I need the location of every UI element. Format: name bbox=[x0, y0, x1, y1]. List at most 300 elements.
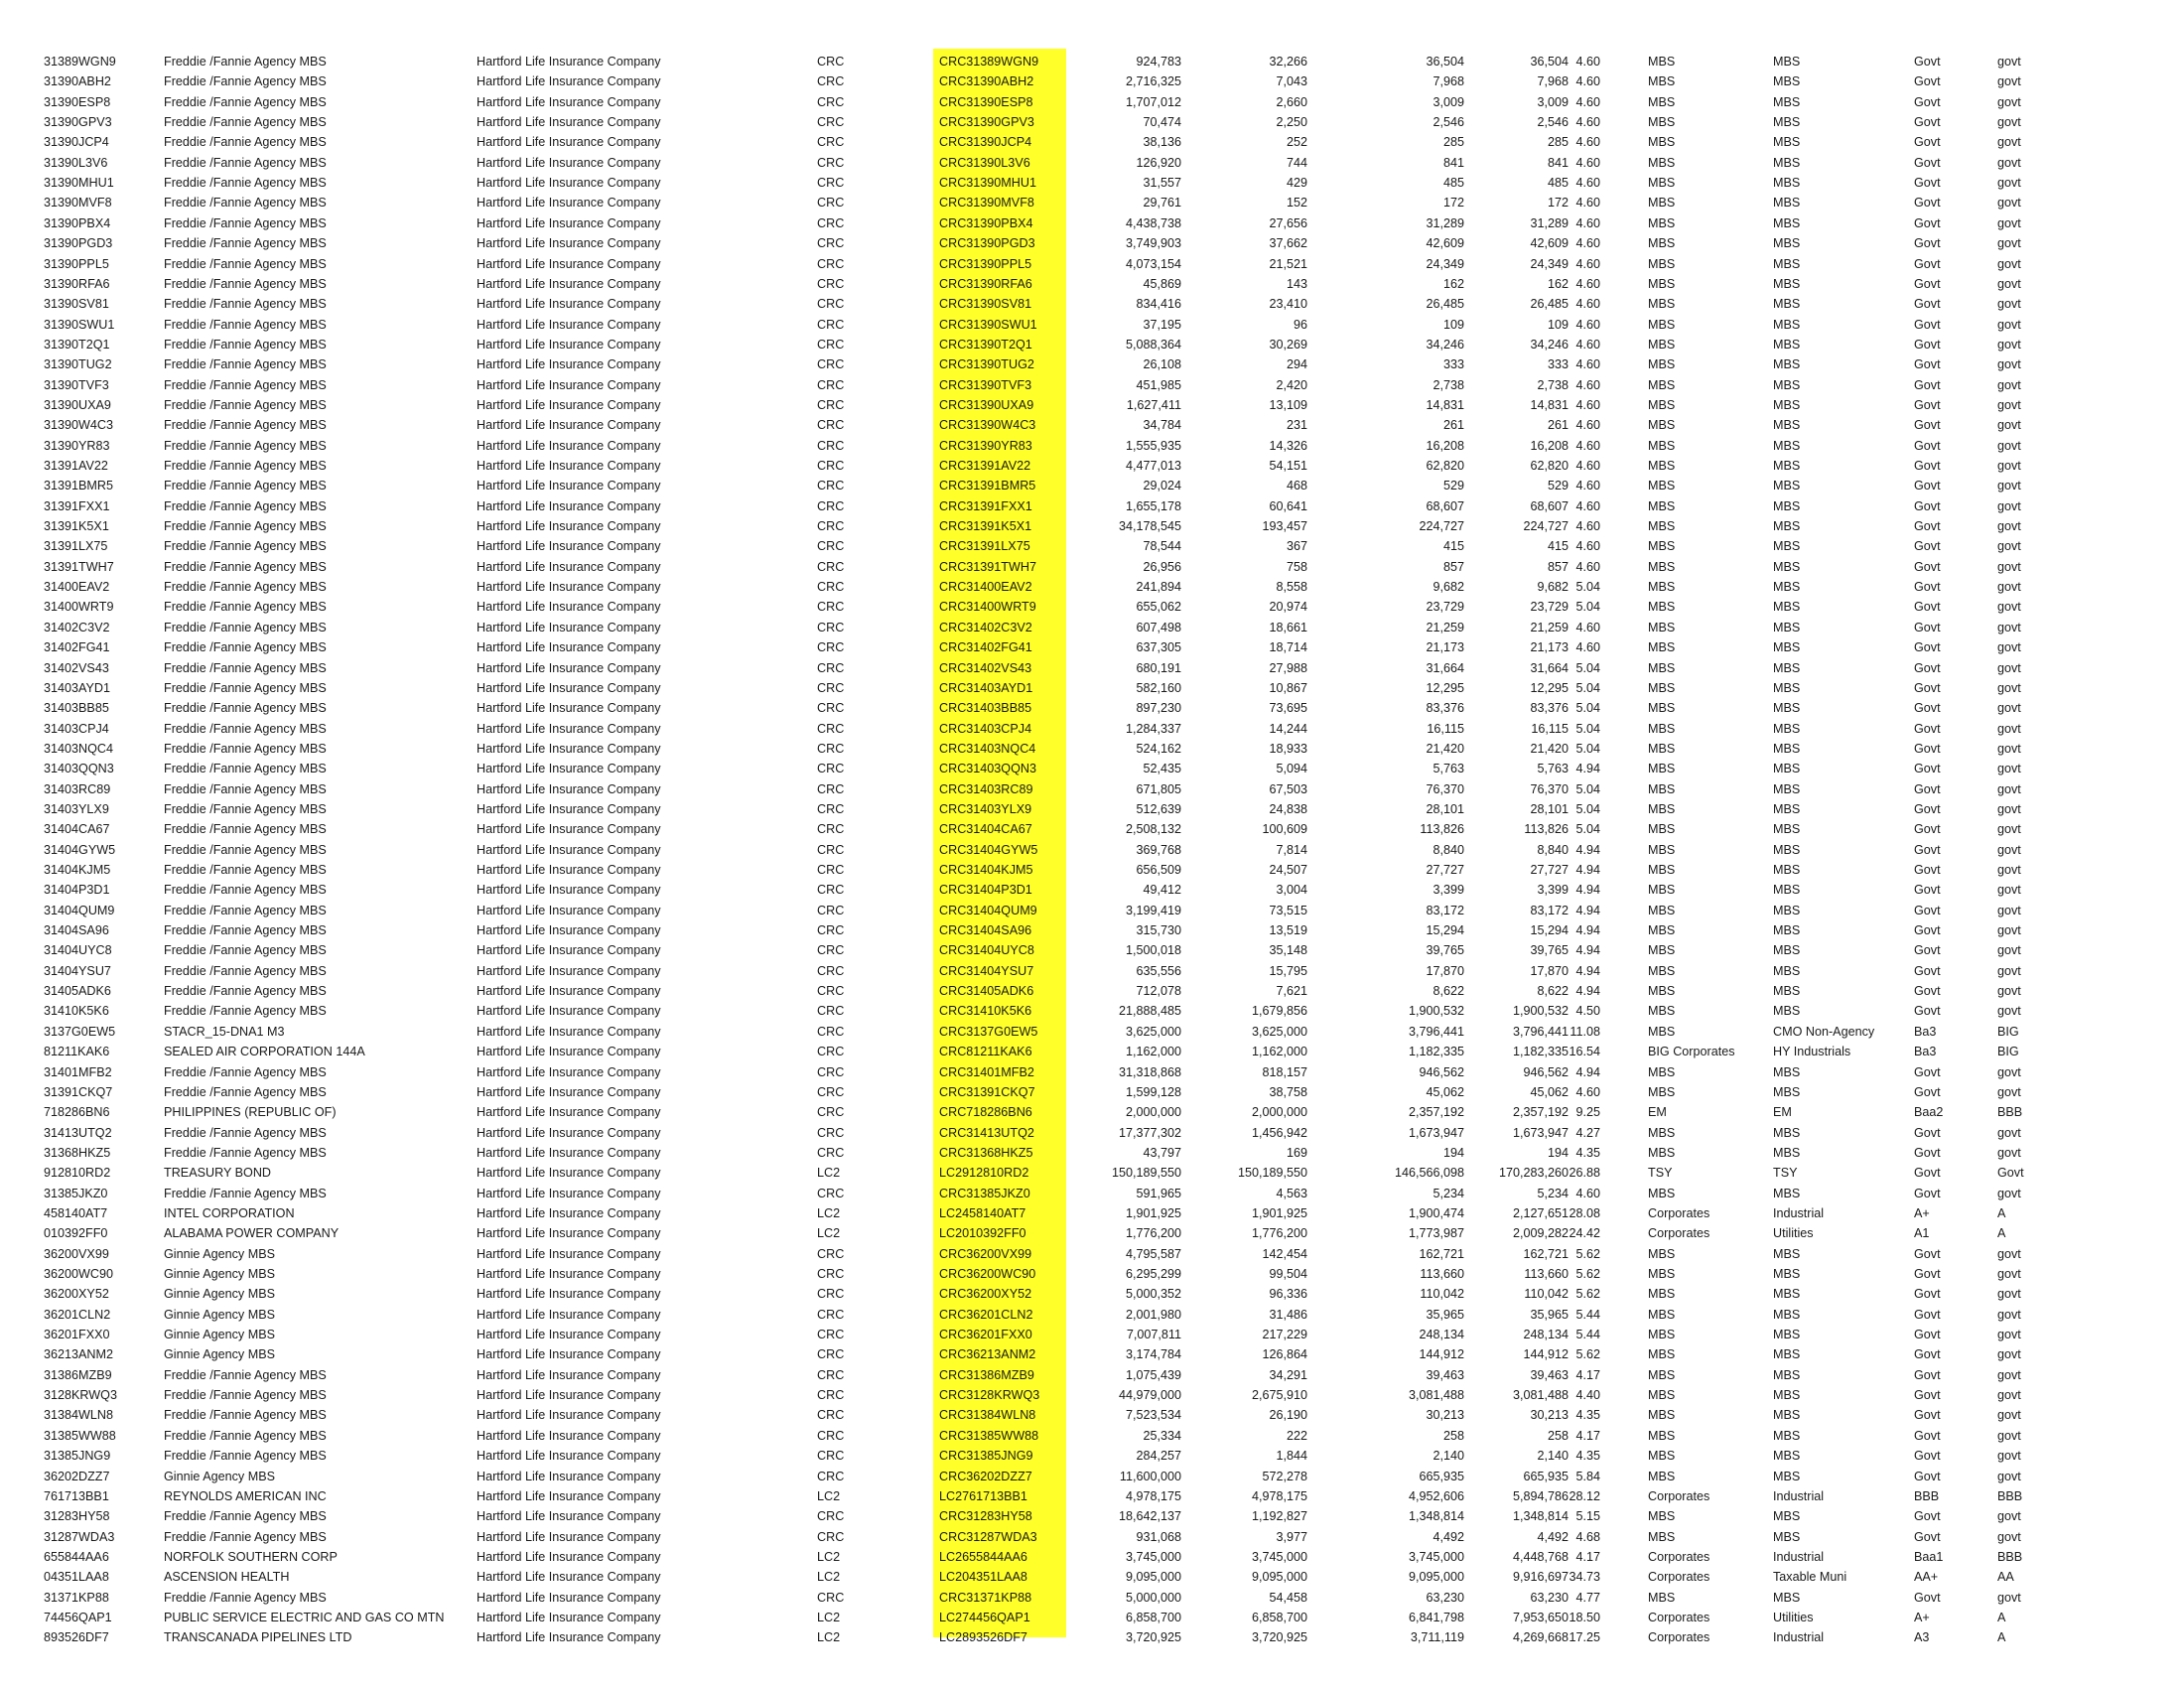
subsector-cell: MBS bbox=[1773, 701, 1801, 716]
subsector-cell: MBS bbox=[1773, 1347, 1801, 1362]
rating-cell: Govt bbox=[1914, 1145, 1941, 1160]
description-cell: Freddie /Fannie Agency MBS bbox=[164, 580, 327, 595]
table-row bbox=[0, 819, 2184, 839]
cusip-cell: 31391LX75 bbox=[44, 539, 108, 554]
table-row bbox=[0, 213, 2184, 233]
table-row bbox=[0, 739, 2184, 759]
key-cell: CRC31390GPV3 bbox=[939, 115, 1034, 130]
portfolio-cell: CRC bbox=[817, 498, 845, 513]
rating-cell: Govt bbox=[1914, 1004, 1941, 1019]
rating-class-cell: AA bbox=[1997, 1570, 2014, 1585]
cusip-cell: 31402FG41 bbox=[44, 640, 110, 655]
company-cell: Hartford Life Insurance Company bbox=[477, 883, 661, 898]
description-cell: Freddie /Fannie Agency MBS bbox=[164, 377, 327, 392]
market-value-cell: 110,042 bbox=[1524, 1287, 1569, 1302]
sector-cell: MBS bbox=[1648, 276, 1676, 291]
key-cell: CRC36200VX99 bbox=[939, 1246, 1032, 1261]
rating-class-cell: govt bbox=[1997, 842, 2021, 857]
market-value-cell: 3,796,441 bbox=[1512, 1024, 1569, 1039]
cusip-cell: 31386MZB9 bbox=[44, 1367, 112, 1382]
subsector-cell: MBS bbox=[1773, 822, 1801, 837]
company-cell: Hartford Life Insurance Company bbox=[477, 55, 661, 69]
subsector-cell: MBS bbox=[1773, 600, 1801, 615]
company-cell: Hartford Life Insurance Company bbox=[477, 74, 661, 89]
portfolio-cell: CRC bbox=[817, 1328, 845, 1342]
company-cell: Hartford Life Insurance Company bbox=[477, 1084, 661, 1099]
company-cell: Hartford Life Insurance Company bbox=[477, 1367, 661, 1382]
book-value-cell: 1,182,335 bbox=[1408, 1045, 1464, 1059]
subsector-cell: MBS bbox=[1773, 176, 1801, 191]
rating-cell: Govt bbox=[1914, 297, 1941, 312]
portfolio-cell: CRC bbox=[817, 1347, 845, 1362]
amount-cell: 1,901,925 bbox=[1251, 1205, 1307, 1220]
book-value-cell: 17,870 bbox=[1426, 963, 1464, 978]
cusip-cell: 31390T2Q1 bbox=[44, 337, 110, 352]
key-cell: CRC31386MZB9 bbox=[939, 1367, 1034, 1382]
rating-class-cell: govt bbox=[1997, 680, 2021, 695]
subsector-cell: MBS bbox=[1773, 863, 1801, 877]
duration-cell: 28.12 bbox=[1569, 1488, 1600, 1503]
rating-class-cell: govt bbox=[1997, 660, 2021, 675]
table-row bbox=[0, 1506, 2184, 1526]
book-value-cell: 2,546 bbox=[1433, 115, 1464, 130]
market-value-cell: 34,246 bbox=[1530, 337, 1569, 352]
duration-cell: 5.04 bbox=[1575, 741, 1600, 756]
description-cell: Freddie /Fannie Agency MBS bbox=[164, 297, 327, 312]
description-cell: Ginnie Agency MBS bbox=[164, 1469, 276, 1483]
par-value-cell: 5,000,000 bbox=[1125, 1590, 1181, 1605]
market-value-cell: 21,259 bbox=[1530, 620, 1569, 634]
market-value-cell: 1,900,532 bbox=[1512, 1004, 1569, 1019]
description-cell: Freddie /Fannie Agency MBS bbox=[164, 883, 327, 898]
cusip-cell: 31390PPL5 bbox=[44, 256, 109, 271]
sector-cell: MBS bbox=[1648, 559, 1676, 574]
key-cell: CRC31405ADK6 bbox=[939, 984, 1034, 999]
key-cell: CRC31404CA67 bbox=[939, 822, 1032, 837]
rating-cell: Govt bbox=[1914, 337, 1941, 352]
rating-class-cell: govt bbox=[1997, 276, 2021, 291]
key-cell: CRC31391K5X1 bbox=[939, 519, 1032, 534]
sector-cell: MBS bbox=[1648, 519, 1676, 534]
rating-cell: Govt bbox=[1914, 1367, 1941, 1382]
par-value-cell: 3,174,784 bbox=[1125, 1347, 1181, 1362]
rating-class-cell: govt bbox=[1997, 1347, 2021, 1362]
key-cell: CRC31391LX75 bbox=[939, 539, 1030, 554]
book-value-cell: 1,900,474 bbox=[1408, 1205, 1464, 1220]
portfolio-cell: CRC bbox=[817, 1367, 845, 1382]
rating-cell: Govt bbox=[1914, 1529, 1941, 1544]
portfolio-cell: CRC bbox=[817, 397, 845, 412]
cusip-cell: 31402C3V2 bbox=[44, 620, 110, 634]
duration-cell: 34.73 bbox=[1569, 1570, 1600, 1585]
rating-cell: Govt bbox=[1914, 1084, 1941, 1099]
rating-class-cell: BIG bbox=[1997, 1024, 2019, 1039]
cusip-cell: 31391CKQ7 bbox=[44, 1084, 113, 1099]
company-cell: Hartford Life Insurance Company bbox=[477, 1307, 661, 1322]
rating-cell: AA+ bbox=[1914, 1570, 1939, 1585]
key-cell: CRC31404P3D1 bbox=[939, 883, 1032, 898]
subsector-cell: MBS bbox=[1773, 155, 1801, 170]
portfolio-cell: CRC bbox=[817, 781, 845, 796]
subsector-cell: Industrial bbox=[1773, 1488, 1825, 1503]
key-cell: CRC31404YSU7 bbox=[939, 963, 1034, 978]
rating-cell: Govt bbox=[1914, 236, 1941, 251]
cusip-cell: 31403AYD1 bbox=[44, 680, 110, 695]
subsector-cell: MBS bbox=[1773, 984, 1801, 999]
company-cell: Hartford Life Insurance Company bbox=[477, 1388, 661, 1403]
sector-cell: MBS bbox=[1648, 741, 1676, 756]
portfolio-cell: CRC bbox=[817, 741, 845, 756]
book-value-cell: 415 bbox=[1442, 539, 1464, 554]
rating-class-cell: govt bbox=[1997, 418, 2021, 433]
amount-cell: 100,609 bbox=[1262, 822, 1307, 837]
portfolio-cell: CRC bbox=[817, 276, 845, 291]
duration-cell: 28.08 bbox=[1569, 1205, 1600, 1220]
table-row bbox=[0, 1405, 2184, 1425]
duration-cell: 4.94 bbox=[1575, 762, 1600, 776]
cusip-cell: 31390ESP8 bbox=[44, 94, 111, 109]
market-value-cell: 26,485 bbox=[1530, 297, 1569, 312]
description-cell: Freddie /Fannie Agency MBS bbox=[164, 923, 327, 938]
duration-cell: 4.60 bbox=[1575, 256, 1600, 271]
market-value-cell: 62,820 bbox=[1530, 459, 1569, 473]
company-cell: Hartford Life Insurance Company bbox=[477, 863, 661, 877]
rating-cell: Govt bbox=[1914, 640, 1941, 655]
description-cell: Freddie /Fannie Agency MBS bbox=[164, 1367, 327, 1382]
rating-cell: Govt bbox=[1914, 1469, 1941, 1483]
rating-cell: Govt bbox=[1914, 883, 1941, 898]
key-cell: CRC31403AYD1 bbox=[939, 680, 1033, 695]
subsector-cell: MBS bbox=[1773, 883, 1801, 898]
amount-cell: 20,974 bbox=[1269, 600, 1307, 615]
amount-cell: 96,336 bbox=[1269, 1287, 1307, 1302]
rating-class-cell: govt bbox=[1997, 155, 2021, 170]
par-value-cell: 924,783 bbox=[1136, 55, 1181, 69]
book-value-cell: 113,660 bbox=[1420, 1267, 1464, 1281]
table-row bbox=[0, 1608, 2184, 1627]
portfolio-cell: LC2 bbox=[817, 1226, 841, 1241]
key-cell: CRC31391CKQ7 bbox=[939, 1084, 1035, 1099]
table-row bbox=[0, 1022, 2184, 1042]
rating-cell: Baa2 bbox=[1914, 1105, 1944, 1120]
amount-cell: 3,720,925 bbox=[1251, 1630, 1307, 1645]
table-row bbox=[0, 112, 2184, 132]
description-cell: Freddie /Fannie Agency MBS bbox=[164, 357, 327, 372]
subsector-cell: MBS bbox=[1773, 276, 1801, 291]
rating-class-cell: govt bbox=[1997, 1328, 2021, 1342]
portfolio-cell: CRC bbox=[817, 357, 845, 372]
market-value-cell: 2,357,192 bbox=[1512, 1105, 1569, 1120]
market-value-cell: 109 bbox=[1547, 317, 1569, 332]
market-value-cell: 21,173 bbox=[1530, 640, 1569, 655]
table-row bbox=[0, 1486, 2184, 1506]
book-value-cell: 7,968 bbox=[1433, 74, 1464, 89]
sector-cell: MBS bbox=[1648, 297, 1676, 312]
duration-cell: 4.60 bbox=[1575, 155, 1600, 170]
amount-cell: 169 bbox=[1286, 1145, 1307, 1160]
table-row bbox=[0, 1588, 2184, 1608]
amount-cell: 217,229 bbox=[1262, 1328, 1307, 1342]
description-cell: STACR_15-DNA1 M3 bbox=[164, 1024, 285, 1039]
subsector-cell: MBS bbox=[1773, 620, 1801, 634]
market-value-cell: 170,283,260 bbox=[1498, 1166, 1569, 1181]
amount-cell: 13,109 bbox=[1269, 397, 1307, 412]
sector-cell: MBS bbox=[1648, 680, 1676, 695]
amount-cell: 7,621 bbox=[1276, 984, 1307, 999]
book-value-cell: 194 bbox=[1442, 1145, 1464, 1160]
sector-cell: MBS bbox=[1648, 135, 1676, 150]
amount-cell: 1,192,827 bbox=[1251, 1509, 1307, 1524]
cusip-cell: 31287WDA3 bbox=[44, 1529, 115, 1544]
rating-cell: Govt bbox=[1914, 74, 1941, 89]
par-value-cell: 1,707,012 bbox=[1125, 94, 1181, 109]
table-row bbox=[0, 1143, 2184, 1163]
subsector-cell: MBS bbox=[1773, 539, 1801, 554]
description-cell: Freddie /Fannie Agency MBS bbox=[164, 539, 327, 554]
rating-cell: Govt bbox=[1914, 600, 1941, 615]
amount-cell: 252 bbox=[1286, 135, 1307, 150]
par-value-cell: 18,642,137 bbox=[1118, 1509, 1181, 1524]
book-value-cell: 248,134 bbox=[1419, 1328, 1464, 1342]
cusip-cell: 36201FXX0 bbox=[44, 1328, 110, 1342]
sector-cell: MBS bbox=[1648, 781, 1676, 796]
table-row bbox=[0, 920, 2184, 940]
amount-cell: 1,776,200 bbox=[1251, 1226, 1307, 1241]
duration-cell: 11.08 bbox=[1570, 1024, 1600, 1039]
book-value-cell: 34,246 bbox=[1426, 337, 1464, 352]
market-value-cell: 333 bbox=[1547, 357, 1569, 372]
par-value-cell: 31,557 bbox=[1143, 176, 1181, 191]
sector-cell: MBS bbox=[1648, 1267, 1676, 1281]
company-cell: Hartford Life Insurance Company bbox=[477, 984, 661, 999]
subsector-cell: MBS bbox=[1773, 1367, 1801, 1382]
company-cell: Hartford Life Insurance Company bbox=[477, 459, 661, 473]
market-value-cell: 9,682 bbox=[1537, 580, 1569, 595]
table-row bbox=[0, 1426, 2184, 1446]
sector-cell: Corporates bbox=[1648, 1226, 1710, 1241]
par-value-cell: 2,000,000 bbox=[1125, 1105, 1181, 1120]
rating-cell: Govt bbox=[1914, 1186, 1941, 1200]
par-value-cell: 1,500,018 bbox=[1125, 943, 1181, 958]
company-cell: Hartford Life Insurance Company bbox=[477, 276, 661, 291]
rating-class-cell: govt bbox=[1997, 55, 2021, 69]
par-value-cell: 5,000,352 bbox=[1125, 1287, 1181, 1302]
rating-class-cell: govt bbox=[1997, 903, 2021, 917]
book-value-cell: 4,492 bbox=[1433, 1529, 1464, 1544]
description-cell: TREASURY BOND bbox=[164, 1166, 272, 1181]
rating-class-cell: govt bbox=[1997, 519, 2021, 534]
table-row bbox=[0, 456, 2184, 476]
key-cell: CRC36200XY52 bbox=[939, 1287, 1032, 1302]
table-row bbox=[0, 759, 2184, 778]
subsector-cell: MBS bbox=[1773, 357, 1801, 372]
amount-cell: 758 bbox=[1286, 559, 1307, 574]
amount-cell: 3,004 bbox=[1276, 883, 1307, 898]
company-cell: Hartford Life Insurance Company bbox=[477, 1205, 661, 1220]
subsector-cell: MBS bbox=[1773, 418, 1801, 433]
cusip-cell: 31390L3V6 bbox=[44, 155, 108, 170]
rating-class-cell: govt bbox=[1997, 1509, 2021, 1524]
key-cell: CRC31384WLN8 bbox=[939, 1408, 1036, 1423]
book-value-cell: 62,820 bbox=[1426, 459, 1464, 473]
book-value-cell: 26,485 bbox=[1426, 297, 1464, 312]
amount-cell: 14,244 bbox=[1269, 721, 1307, 736]
description-cell: Freddie /Fannie Agency MBS bbox=[164, 1145, 327, 1160]
company-cell: Hartford Life Insurance Company bbox=[477, 620, 661, 634]
par-value-cell: 315,730 bbox=[1136, 923, 1181, 938]
company-cell: Hartford Life Insurance Company bbox=[477, 842, 661, 857]
book-value-cell: 3,745,000 bbox=[1408, 1549, 1464, 1564]
sector-cell: MBS bbox=[1648, 357, 1676, 372]
subsector-cell: MBS bbox=[1773, 1408, 1801, 1423]
portfolio-cell: CRC bbox=[817, 1388, 845, 1403]
par-value-cell: 1,599,128 bbox=[1125, 1084, 1181, 1099]
par-value-cell: 451,985 bbox=[1136, 377, 1181, 392]
rating-cell: Govt bbox=[1914, 276, 1941, 291]
cusip-cell: 31385WW88 bbox=[44, 1428, 116, 1443]
description-cell: Freddie /Fannie Agency MBS bbox=[164, 276, 327, 291]
market-value-cell: 113,660 bbox=[1524, 1267, 1569, 1281]
description-cell: Ginnie Agency MBS bbox=[164, 1347, 276, 1362]
cusip-cell: 31391FXX1 bbox=[44, 498, 110, 513]
market-value-cell: 485 bbox=[1547, 176, 1569, 191]
cusip-cell: 31404GYW5 bbox=[44, 842, 116, 857]
rating-class-cell: govt bbox=[1997, 1590, 2021, 1605]
subsector-cell: MBS bbox=[1773, 1328, 1801, 1342]
table-row bbox=[0, 476, 2184, 495]
market-value-cell: 12,295 bbox=[1530, 680, 1569, 695]
company-cell: Hartford Life Insurance Company bbox=[477, 701, 661, 716]
description-cell: Freddie /Fannie Agency MBS bbox=[164, 74, 327, 89]
subsector-cell: MBS bbox=[1773, 498, 1801, 513]
table-row bbox=[0, 294, 2184, 314]
market-value-cell: 946,562 bbox=[1523, 1064, 1569, 1079]
duration-cell: 4.60 bbox=[1575, 479, 1600, 493]
sector-cell: MBS bbox=[1648, 459, 1676, 473]
subsector-cell: Taxable Muni bbox=[1773, 1570, 1847, 1585]
cusip-cell: 31390GPV3 bbox=[44, 115, 112, 130]
market-value-cell: 4,448,768 bbox=[1512, 1549, 1569, 1564]
amount-cell: 30,269 bbox=[1269, 337, 1307, 352]
par-value-cell: 582,160 bbox=[1136, 680, 1181, 695]
description-cell: PHILIPPINES (REPUBLIC OF) bbox=[164, 1105, 337, 1120]
company-cell: Hartford Life Insurance Company bbox=[477, 680, 661, 695]
subsector-cell: MBS bbox=[1773, 1287, 1801, 1302]
company-cell: Hartford Life Insurance Company bbox=[477, 519, 661, 534]
subsector-cell: MBS bbox=[1773, 1246, 1801, 1261]
portfolio-cell: CRC bbox=[817, 762, 845, 776]
key-cell: CRC31391FXX1 bbox=[939, 498, 1032, 513]
rating-class-cell: govt bbox=[1997, 1388, 2021, 1403]
subsector-cell: MBS bbox=[1773, 762, 1801, 776]
description-cell: Ginnie Agency MBS bbox=[164, 1287, 276, 1302]
rating-class-cell: govt bbox=[1997, 236, 2021, 251]
rating-class-cell: govt bbox=[1997, 1367, 2021, 1382]
sector-cell: MBS bbox=[1648, 1408, 1676, 1423]
cusip-cell: 31403YLX9 bbox=[44, 801, 109, 816]
duration-cell: 4.94 bbox=[1575, 1064, 1600, 1079]
key-cell: CRC31390PGD3 bbox=[939, 236, 1035, 251]
table-row bbox=[0, 840, 2184, 860]
portfolio-cell: CRC bbox=[817, 1449, 845, 1464]
par-value-cell: 29,761 bbox=[1143, 196, 1181, 211]
rating-cell: Ba3 bbox=[1914, 1024, 1937, 1039]
subsector-cell: MBS bbox=[1773, 801, 1801, 816]
sector-cell: MBS bbox=[1648, 1347, 1676, 1362]
sector-cell: BIG Corporates bbox=[1648, 1045, 1735, 1059]
rating-cell: Govt bbox=[1914, 721, 1941, 736]
rating-cell: Govt bbox=[1914, 1509, 1941, 1524]
rating-class-cell: govt bbox=[1997, 94, 2021, 109]
rating-class-cell: govt bbox=[1997, 1186, 2021, 1200]
company-cell: Hartford Life Insurance Company bbox=[477, 297, 661, 312]
rating-class-cell: govt bbox=[1997, 498, 2021, 513]
cusip-cell: 31400WRT9 bbox=[44, 600, 114, 615]
portfolio-cell: CRC bbox=[817, 1145, 845, 1160]
description-cell: INTEL CORPORATION bbox=[164, 1205, 295, 1220]
book-value-cell: 16,208 bbox=[1426, 438, 1464, 453]
sector-cell: MBS bbox=[1648, 863, 1676, 877]
market-value-cell: 36,504 bbox=[1530, 55, 1569, 69]
key-cell: LC2912810RD2 bbox=[939, 1166, 1029, 1181]
company-cell: Hartford Life Insurance Company bbox=[477, 539, 661, 554]
key-cell: CRC31404UYC8 bbox=[939, 943, 1034, 958]
rating-class-cell: govt bbox=[1997, 135, 2021, 150]
company-cell: Hartford Life Insurance Company bbox=[477, 963, 661, 978]
subsector-cell: MBS bbox=[1773, 196, 1801, 211]
rating-class-cell: BIG bbox=[1997, 1045, 2019, 1059]
description-cell: Ginnie Agency MBS bbox=[164, 1328, 276, 1342]
portfolio-cell: LC2 bbox=[817, 1630, 841, 1645]
company-cell: Hartford Life Insurance Company bbox=[477, 762, 661, 776]
sector-cell: MBS bbox=[1648, 1509, 1676, 1524]
table-row bbox=[0, 1284, 2184, 1304]
company-cell: Hartford Life Insurance Company bbox=[477, 1449, 661, 1464]
key-cell: CRC36201CLN2 bbox=[939, 1307, 1033, 1322]
book-value-cell: 31,289 bbox=[1426, 215, 1464, 230]
table-row bbox=[0, 1344, 2184, 1364]
cusip-cell: 31404CA67 bbox=[44, 822, 110, 837]
par-value-cell: 591,965 bbox=[1136, 1186, 1181, 1200]
par-value-cell: 1,627,411 bbox=[1126, 397, 1181, 412]
par-value-cell: 25,334 bbox=[1143, 1428, 1181, 1443]
rating-class-cell: govt bbox=[1997, 883, 2021, 898]
company-cell: Hartford Life Insurance Company bbox=[477, 660, 661, 675]
sector-cell: MBS bbox=[1648, 1145, 1676, 1160]
table-row bbox=[0, 516, 2184, 536]
subsector-cell: MBS bbox=[1773, 781, 1801, 796]
portfolio-cell: CRC bbox=[817, 1125, 845, 1140]
amount-cell: 27,988 bbox=[1269, 660, 1307, 675]
portfolio-cell: CRC bbox=[817, 1186, 845, 1200]
sector-cell: MBS bbox=[1648, 1024, 1676, 1039]
rating-cell: Govt bbox=[1914, 741, 1941, 756]
key-cell: CRC31404GYW5 bbox=[939, 842, 1038, 857]
company-cell: Hartford Life Insurance Company bbox=[477, 236, 661, 251]
rating-cell: Govt bbox=[1914, 397, 1941, 412]
rating-cell: Govt bbox=[1914, 1449, 1941, 1464]
description-cell: Freddie /Fannie Agency MBS bbox=[164, 600, 327, 615]
key-cell: CRC31390SWU1 bbox=[939, 317, 1037, 332]
book-value-cell: 857 bbox=[1442, 559, 1464, 574]
table-row bbox=[0, 1467, 2184, 1486]
par-value-cell: 1,901,925 bbox=[1125, 1205, 1181, 1220]
company-cell: Hartford Life Insurance Company bbox=[477, 1630, 661, 1645]
amount-cell: 2,660 bbox=[1276, 94, 1307, 109]
duration-cell: 4.60 bbox=[1575, 236, 1600, 251]
table-row bbox=[0, 779, 2184, 799]
table-row bbox=[0, 1062, 2184, 1082]
